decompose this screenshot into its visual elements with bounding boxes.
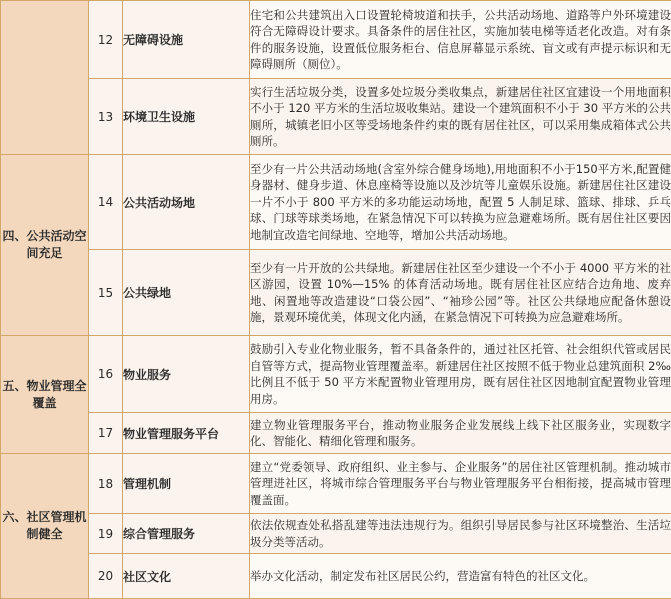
item-number: 17: [89, 413, 123, 454]
table-row: [1, 336, 671, 413]
item-name: 管理机制: [123, 454, 250, 514]
item-description: 依法依规查处私搭乱建等违法违规行为。组织引导居民参与社区环境整治、生活垃圾分类等活动。: [250, 514, 671, 554]
category-cell: 六、社区管理机制健全: [1, 454, 89, 599]
category-cell: 五、物业管理全覆盖: [1, 336, 89, 454]
item-description: 建立物业管理服务平台，推动物业服务企业发展线上线下社区服务业，实现数字化、智能化、精细化管理和服务。: [250, 413, 671, 454]
item-description: 实行生活垃圾分类，设置多处垃圾分类收集点，新建居住社区宜建设一个用地面积不小于 120 平方米的生活垃圾收集站。建设一个建筑面积不小于 30 平方米的公共厕所，城镇老旧小区等受场地条件约束的既有居住社区，可以采用集成箱体式公共厕所。: [250, 79, 671, 155]
item-number: 20: [89, 554, 123, 599]
category-cell: 四、公共活动空间充足: [1, 155, 89, 336]
table-row: [1, 79, 671, 155]
category-cell-continued: [1, 1, 89, 155]
item-number: 16: [89, 336, 123, 413]
table-row: [1, 250, 671, 336]
table-row: [1, 514, 671, 554]
item-description: 住宅和公共建筑出入口设置轮椅坡道和扶手，公共活动场地、道路等户外环境建设符合无障碍设计要求。具备条件的居住社区，实施加装电梯等适老化改造。对有条件的服务设施，设置低位服务柜台、信息屏幕显示系统、盲文或有声提示标识和无障碍厕所（厕位）。: [250, 1, 671, 79]
item-name: 公共绿地: [123, 250, 250, 336]
item-name: 环境卫生设施: [123, 79, 250, 155]
item-description: 至少有一片开放的公共绿地。新建居住社区至少建设一个不小于 4000 平方米的社区游园，设置 10%—15% 的体育活动场地。既有居住社区应结合边角地、废弃地、闲置地等改造建设“口袋公园”、“袖珍公园”等。社区公共绿地应配备休憩设施，景观环境优美，体现文化内涵，在紧急情况下可转换为应急避难场所。: [250, 250, 671, 336]
item-description: 举办文化活动，制定发布社区居民公约，营造富有特色的社区文化。: [250, 554, 671, 599]
item-description: 鼓励引入专业化物业服务，暂不具备条件的，通过社区托管、社会组织代管或居民自管等方式，提高物业管理覆盖率。新建居住社区按照不低于物业总建筑面积 2‰比例且不低于 50 平方米配置物业管理用房，既有居住社区因地制宜配置物业管理用房。: [250, 336, 671, 413]
table-row: [1, 1, 671, 79]
item-description: 至少有一片公共活动场地(含室外综合健身场地),用地面积不小于150平方米,配置健身器材、健身步道、休息座椅等设施以及沙坑等儿童娱乐设施。新建居住社区建设一片不小于 800 平方米的多功能运动场地，配置 5 人制足球、篮球、排球、乒乓球、门球等球类场地，在紧急情况下可以转换为应急避难场所。既有居住社区要因地制宜改造宅间绿地、空地等，增加公共活动场地。: [250, 155, 671, 250]
table-row: [1, 554, 671, 599]
item-number: 14: [89, 155, 123, 250]
item-number: 18: [89, 454, 123, 514]
item-name: 物业管理服务平台: [123, 413, 250, 454]
item-number: 13: [89, 79, 123, 155]
item-number: 19: [89, 514, 123, 554]
item-name: 物业服务: [123, 336, 250, 413]
item-number: 15: [89, 250, 123, 336]
item-name: 公共活动场地: [123, 155, 250, 250]
item-number: 12: [89, 1, 123, 79]
item-description: 建立“党委领导、政府组织、业主参与、企业服务”的居住社区管理机制。推动城市管理进社区，将城市综合管理服务平台与物业管理服务平台相衔接，提高城市管理覆盖面。: [250, 454, 671, 514]
table-row: [1, 155, 671, 250]
item-name: 无障碍设施: [123, 1, 250, 79]
table-row: [1, 454, 671, 514]
item-name: 综合管理服务: [123, 514, 250, 554]
item-name: 社区文化: [123, 554, 250, 599]
table-row: [1, 413, 671, 454]
